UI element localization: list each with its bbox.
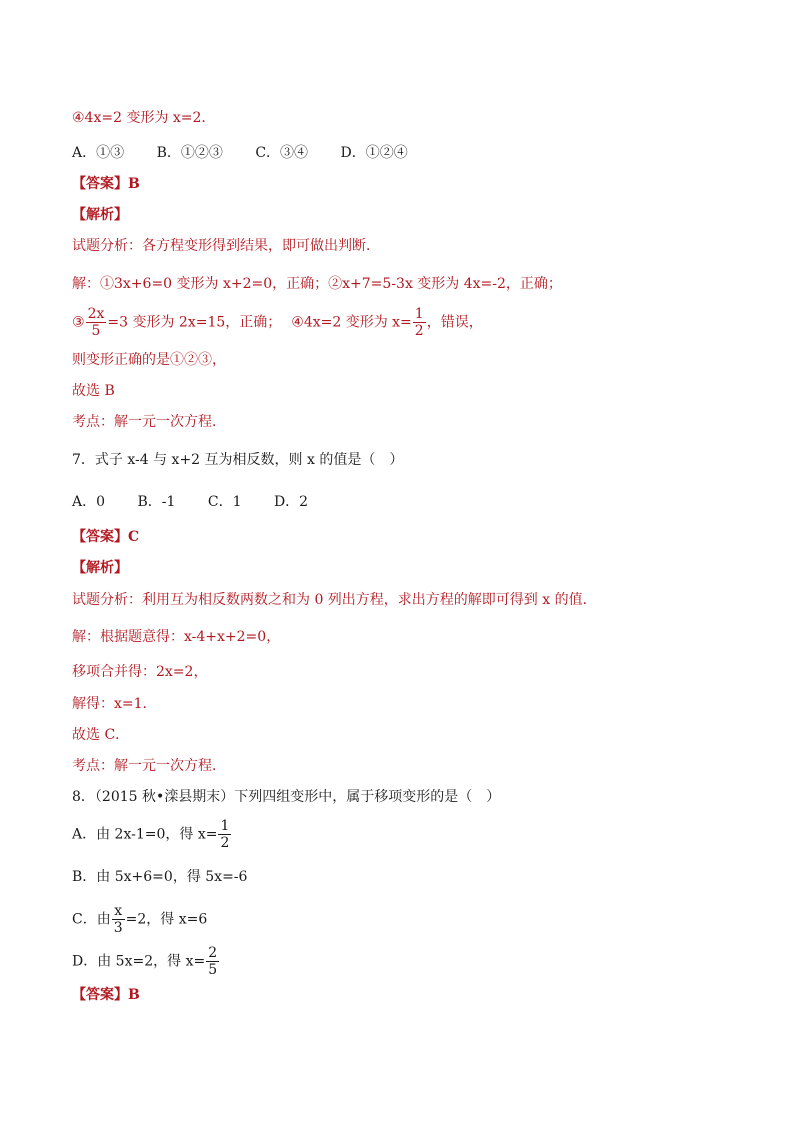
q6-sol2-p1-suffix: =3 变形为 2x=15，正确；	[107, 314, 282, 331]
q7-kaodian: 考点：解一元一次方程．	[72, 758, 226, 774]
fraction-numerator: 1	[220, 818, 230, 834]
q8-option-a	[72, 818, 232, 851]
q7-analysis: 试题分析：利用互为相反数两数之和为 0 列出方程，求出方程的解即可得到 x 的值．	[72, 592, 597, 608]
q8-c-prefix: C．由	[72, 911, 111, 928]
fraction-x-over-3	[112, 903, 125, 936]
q7-analysis-heading: 【解析】	[72, 560, 128, 576]
q8-stem: 8．（2015 秋•滦县期末）下列四组变形中，属于移项变形的是（ ）	[72, 789, 501, 805]
q7-options	[72, 492, 336, 512]
fraction-denominator: 5	[208, 962, 218, 978]
fraction-numerator: 2x	[87, 306, 105, 322]
q8-option-d	[72, 945, 220, 978]
fraction-numerator: 1	[414, 306, 424, 322]
q8-answer: 【答案】B	[72, 987, 140, 1003]
q8-c-suffix: =2，得 x=6	[125, 911, 208, 928]
q7-answer: 【答案】C	[72, 529, 140, 545]
q6-option-b: B．①②③	[156, 145, 223, 161]
q6-option-a: A．①③	[72, 145, 125, 161]
q6-solution-line1: 解：①3x+6=0 变形为 x+2=0，正确；②x+7=5-3x 变形为 4x=-2，正确；	[72, 276, 562, 292]
fraction-denominator: 3	[113, 920, 123, 936]
q8-option-b: B．由 5x+6=0，得 5x=-6	[72, 869, 248, 885]
q6-sol2-p1-prefix: ③	[72, 314, 85, 331]
fraction-denominator: 5	[91, 323, 101, 339]
q8-option-c	[72, 903, 207, 936]
q8-a-prefix: A．由 2x-1=0，得 x=	[72, 826, 218, 843]
q6-option-c: C．③④	[255, 145, 309, 161]
q7-option-b: B．-1	[137, 494, 176, 510]
fraction-2-over-5	[206, 945, 219, 978]
q6-sol2-p2-prefix: ④4x=2 变形为 x=	[291, 314, 412, 331]
q7-stem: 7．式子 x-4 与 x+2 互为相反数，则 x 的值是（ ）	[72, 452, 404, 468]
q6-option-d: D．①②④	[340, 145, 408, 161]
q6-analysis-heading: 【解析】	[72, 207, 128, 223]
fraction-denominator: 2	[414, 323, 424, 339]
q6-kaodian: 考点：解一元一次方程．	[72, 414, 226, 430]
fraction-numerator: x	[112, 903, 125, 920]
fraction-2x-over-5	[86, 306, 107, 339]
q6-answer: 【答案】B	[72, 176, 140, 192]
q7-option-c: C．1	[207, 494, 242, 510]
q7-choose: 故选 C．	[72, 727, 130, 743]
fraction-denominator: 2	[220, 835, 230, 851]
q6-solution-line3: 则变形正确的是①②③，	[72, 352, 226, 368]
q8-d-prefix: D．由 5x=2，得 x=	[72, 953, 206, 970]
q7-solution-2: 移项合并得：2x=2，	[72, 664, 208, 680]
q6-choose: 故选 B	[72, 383, 115, 399]
fraction-1-over-2	[413, 306, 426, 339]
q7-solution-1: 解：根据题意得：x-4+x+2=0，	[72, 629, 281, 645]
q6-options	[72, 143, 436, 163]
q7-solution-3: 解得：x=1．	[72, 696, 157, 712]
q6-sol2-p2-suffix: ，错误，	[426, 314, 483, 331]
q7-option-d: D．2	[273, 494, 309, 510]
fraction-numerator: 2	[208, 945, 218, 961]
q7-option-a: A．0	[72, 494, 106, 510]
fraction-1-over-2	[218, 818, 231, 851]
q6-analysis: 试题分析：各方程变形得到结果，即可做出判断．	[72, 238, 380, 254]
prev-item-4: ④4x=2 变形为 x=2．	[72, 110, 216, 126]
q6-solution-line2	[72, 306, 483, 339]
